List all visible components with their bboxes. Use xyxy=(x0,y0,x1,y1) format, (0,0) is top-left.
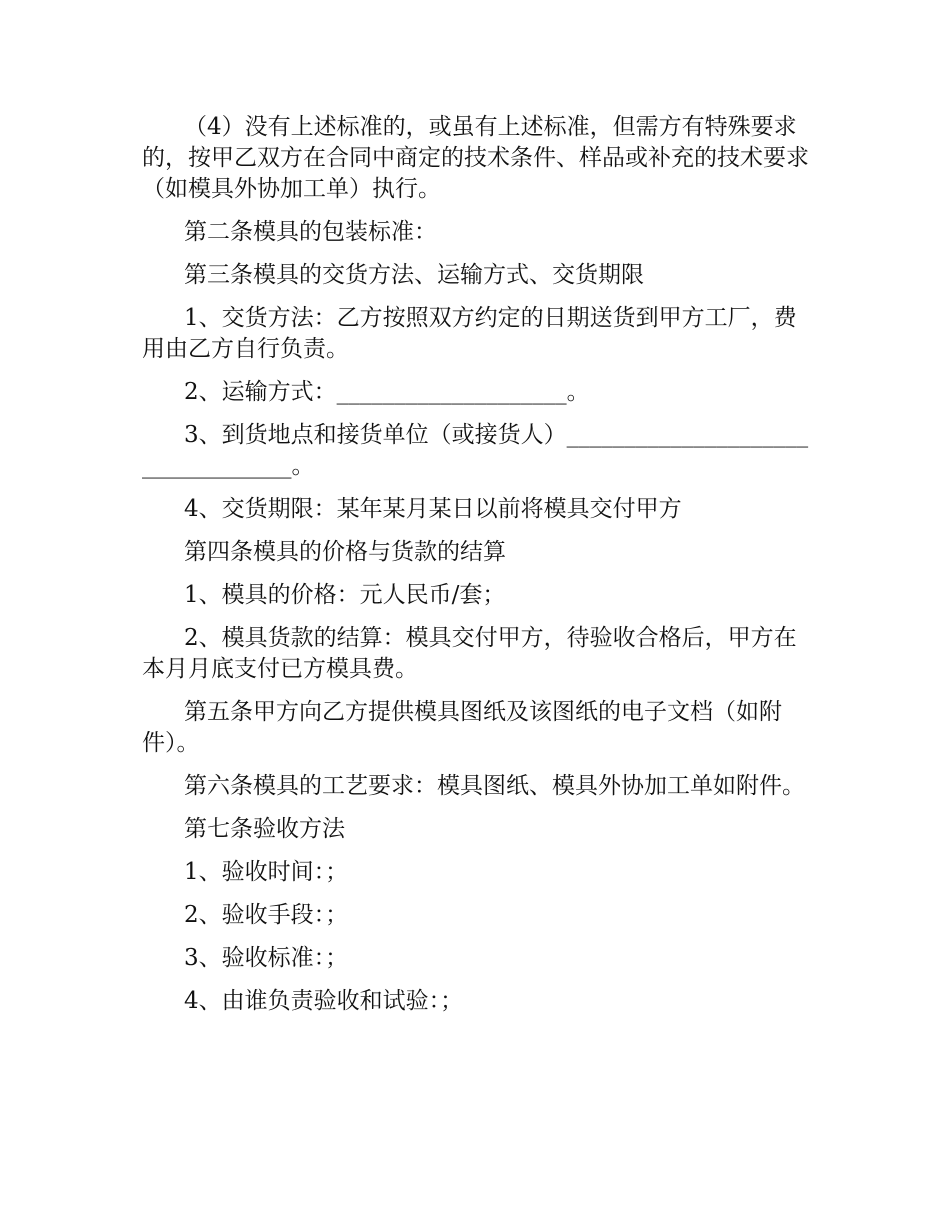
paragraph-settlement: 2、模具货款的结算：模具交付甲方，待验收合格后，甲方在本月月底支付已方模具费。 xyxy=(142,625,797,682)
paragraph-article-2: 第二条模具的包装标准： xyxy=(184,219,437,245)
paragraph-delivery-method: 1、交货方法：乙方按照双方约定的日期送货到甲方工厂，费用由乙方自行负责。 xyxy=(142,305,797,362)
paragraph-article-3: 第三条模具的交货方法、运输方式、交货期限 xyxy=(184,262,644,288)
document-body xyxy=(142,112,810,1029)
paragraph-inspection-means: 2、验收手段：； xyxy=(184,902,349,928)
paragraph-delivery-deadline: 4、交货期限：某年某月某日以前将模具交付甲方 xyxy=(184,496,682,522)
paragraph-article-7: 第七条验收方法 xyxy=(184,816,345,842)
paragraph-article-6: 第六条模具的工艺要求：模具图纸、模具外协加工单如附件。 xyxy=(184,773,805,799)
paragraph-article-4: 第四条模具的价格与货款的结算 xyxy=(184,539,506,565)
paragraph-transport-mode: 2、运输方式：____________________。 xyxy=(184,379,590,405)
paragraph-article-5: 第五条甲方向乙方提供模具图纸及该图纸的电子文档（如附件）。 xyxy=(142,699,782,756)
paragraph-delivery-location: 3、到货地点和接货单位（或接货人）__________________________________。 xyxy=(142,422,809,479)
paragraph-price: 1、模具的价格：元人民币/套； xyxy=(184,582,506,608)
paragraph-inspection-standard: 3、验收标准：； xyxy=(184,945,349,971)
paragraph-inspection-responsibility: 4、由谁负责验收和试验：； xyxy=(184,988,464,1014)
paragraph-inspection-time: 1、验收时间：； xyxy=(184,859,349,885)
paragraph-clause-1-4: （4）没有上述标准的，或虽有上述标准，但需方有特殊要求的，按甲乙双方在合同中商定的技术条件、样品或补充的技术要求（如模具外协加工单）执行。 xyxy=(142,114,809,202)
